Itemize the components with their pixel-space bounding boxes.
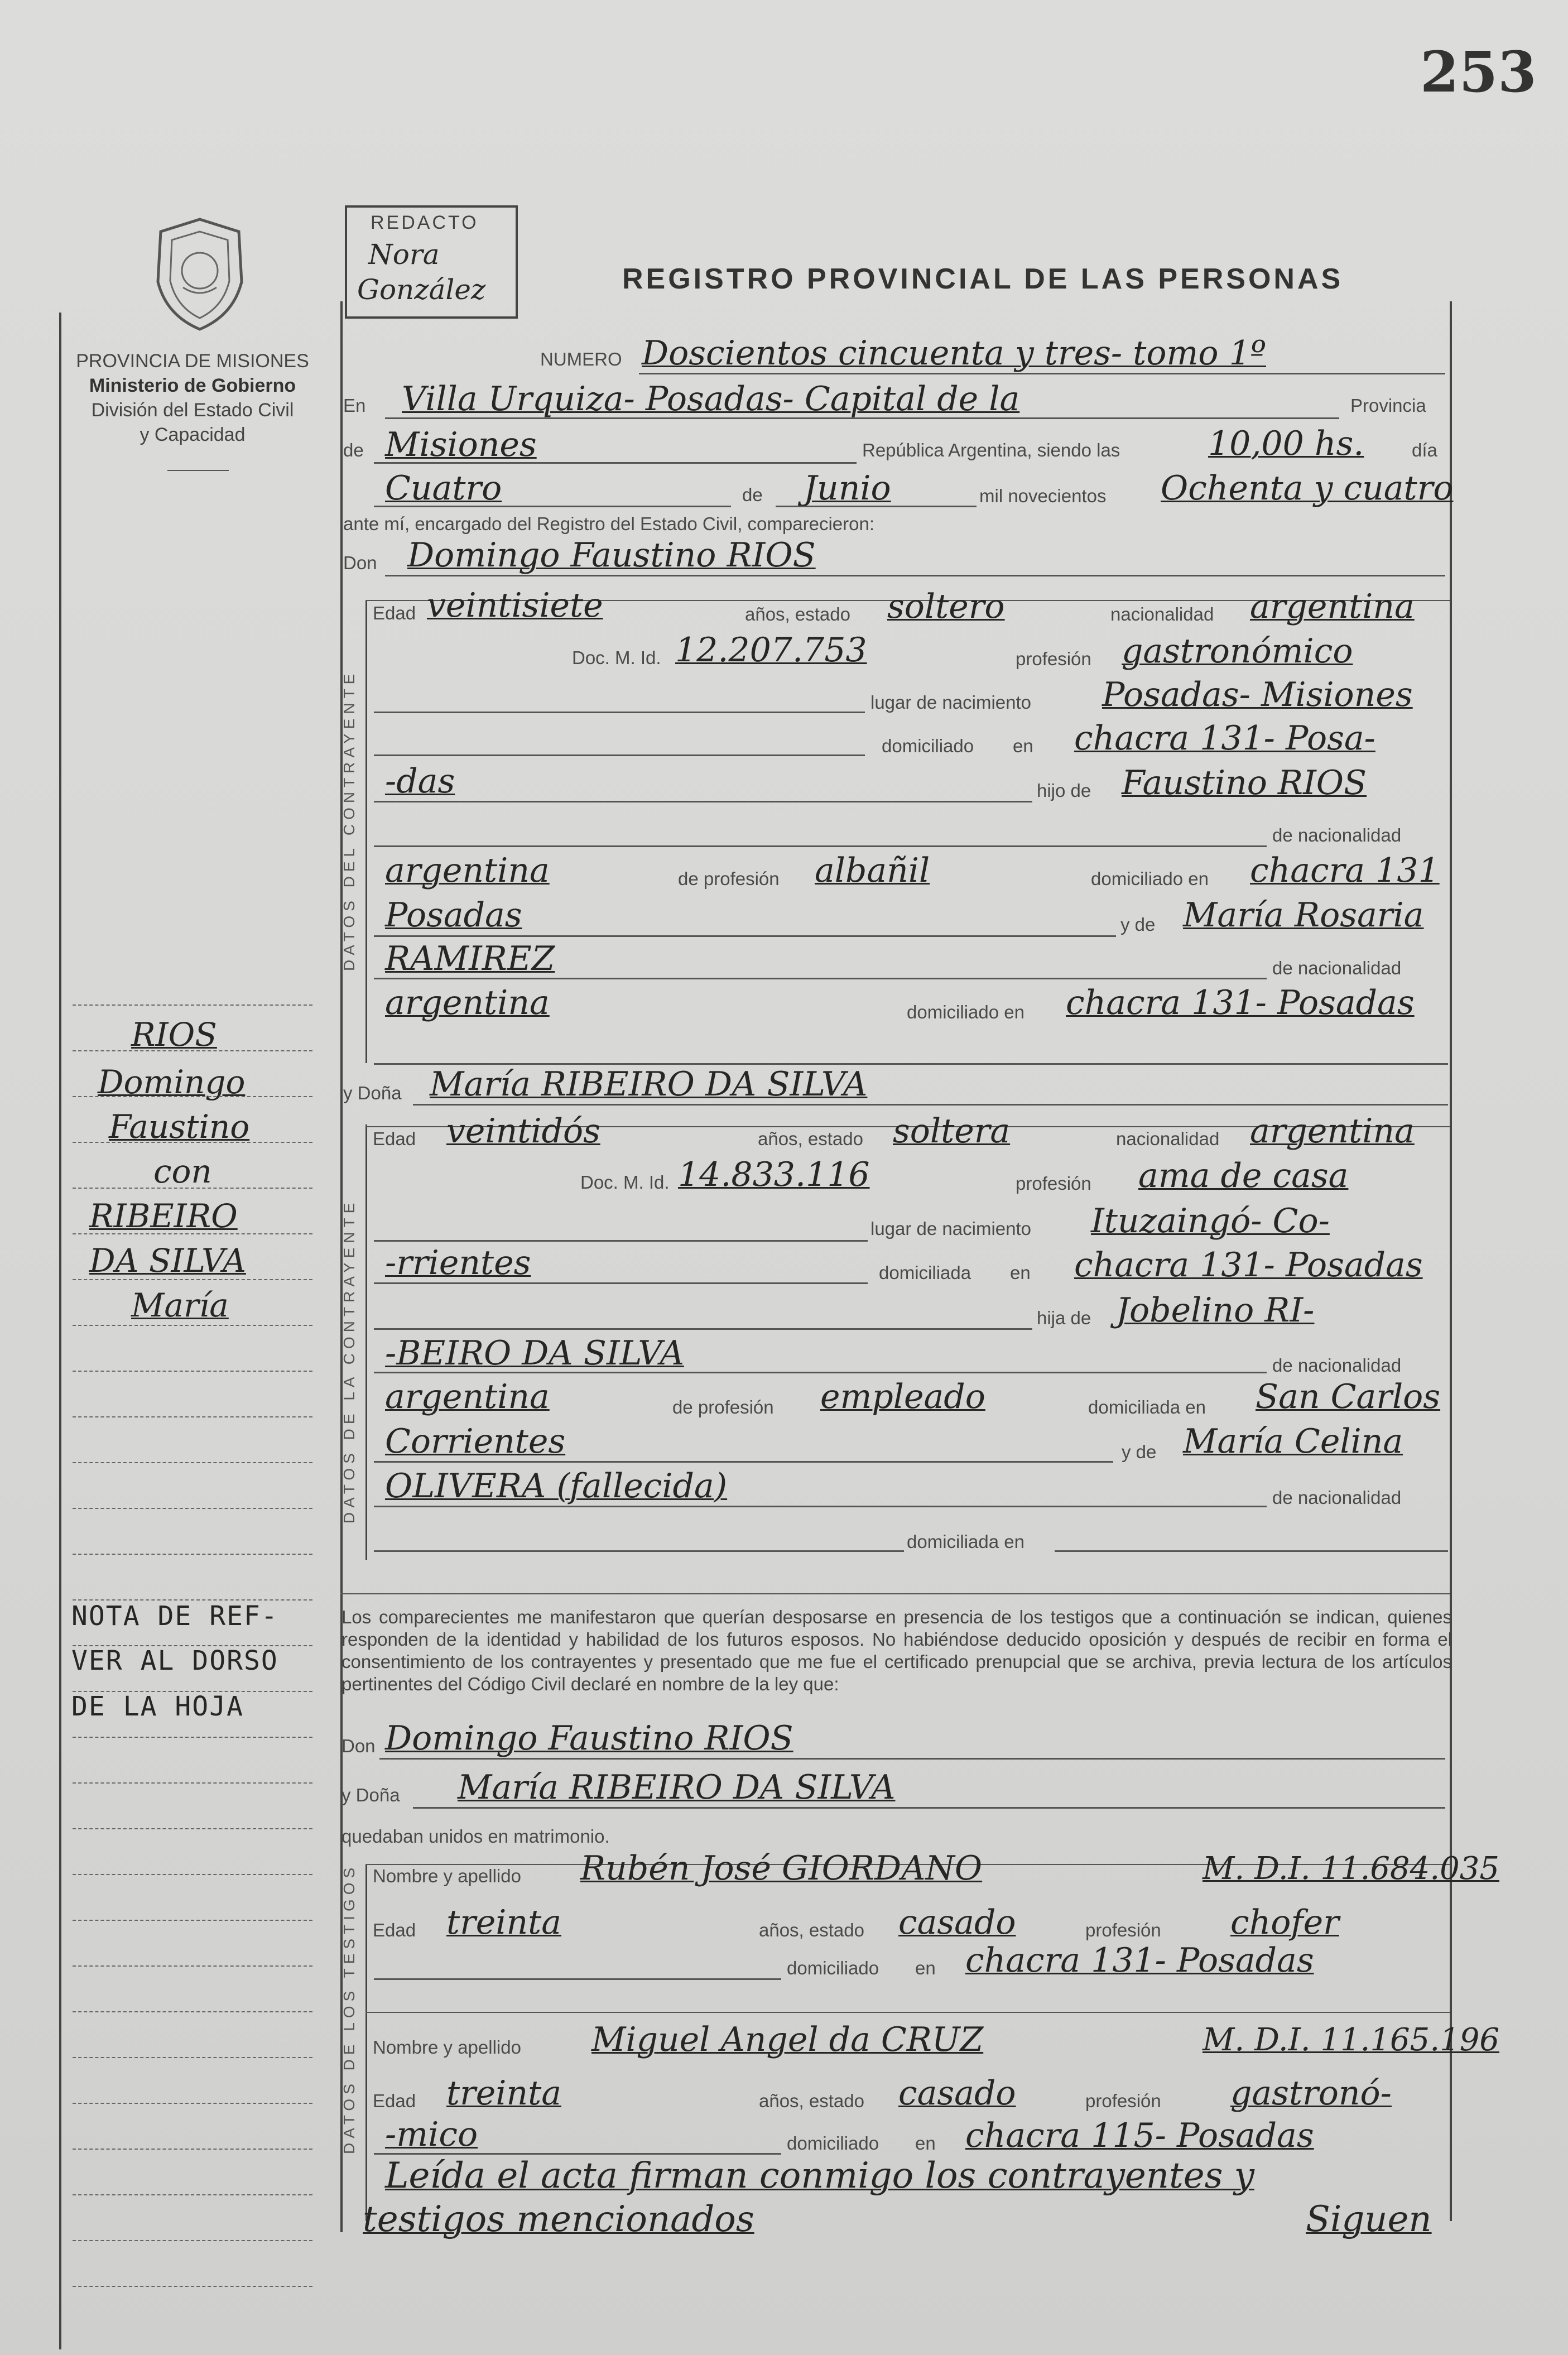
margin-rule-line [73, 1416, 312, 1417]
margin-rule-line [73, 1828, 312, 1829]
margin-rule-line [73, 1050, 312, 1051]
field-line [374, 845, 1267, 847]
field-line [374, 1978, 781, 1980]
margin-rule-line [73, 1508, 312, 1509]
padre-surname: -BEIRO DA SILVA [385, 1334, 684, 1373]
nacionalidad-value: argentina [1250, 587, 1415, 626]
contrayente-f-name: María RIBEIRO DA SILVA [430, 1065, 868, 1104]
margin-rule-line [73, 1005, 312, 1006]
padre-nac-value: argentina [385, 851, 550, 890]
nacionalidad-value: argentina [1250, 1112, 1415, 1151]
profesion-value: ama de casa [1138, 1156, 1349, 1195]
lugar-label: lugar de nacimiento [870, 692, 1032, 713]
t2-edad: treinta [446, 2074, 562, 2113]
edad-label: Edad [373, 603, 416, 623]
contrayente-side-label: DATOS DEL CONTRAYENTE [340, 669, 358, 971]
estado-value: soltera [893, 1112, 1011, 1151]
edad-value: veintidós [446, 1112, 600, 1151]
margin-rule-line [73, 2240, 312, 2241]
numero-label: NUMERO [540, 349, 622, 369]
field-line [374, 2153, 781, 2155]
madre-surname: RAMIREZ [385, 939, 555, 978]
testigos-side-label: DATOS DE LOS TESTIGOS [340, 1863, 358, 2154]
don-label: Don [342, 1736, 376, 1756]
margin-rule-line [73, 1782, 312, 1784]
padre-dom-value: chacra 131 [1250, 851, 1440, 890]
ante-text: ante mí, encargado del Registro del Estado Civil, comparecieron: [343, 513, 874, 534]
margin-surname: RIOS [131, 1016, 217, 1054]
republica-text: República Argentina, siendo las [862, 440, 1120, 460]
margin-rule-line [73, 2011, 312, 2012]
margin-rule-line [73, 2057, 312, 2058]
closing-line1: Leída el acta firman conmigo los contrayentes y [385, 2155, 1254, 2197]
domiciliado-en-label: domiciliado en [1091, 868, 1209, 889]
field-line [374, 1328, 1032, 1330]
field-line [374, 978, 1267, 979]
margin-rule-line [73, 2286, 312, 2287]
de-nac-label: de nacionalidad [1272, 1487, 1402, 1508]
ministry-label: Ministerio de Gobierno [89, 375, 296, 396]
field-line [1055, 1550, 1448, 1552]
edad-label: Edad [373, 1128, 416, 1149]
left-header [59, 349, 326, 447]
y-de-label: y de [1122, 1441, 1157, 1462]
doc-value: 12.207.753 [675, 631, 867, 670]
dia-label: día [1412, 440, 1437, 460]
field-line [374, 1240, 868, 1242]
field-line [374, 935, 1116, 937]
field-line [374, 754, 865, 756]
margin-rule-line [73, 1691, 312, 1692]
en-value: Villa Urquiza- Posadas- Capital de la [402, 379, 1020, 419]
margin-surname-f2: DA SILVA [89, 1242, 246, 1280]
margin-second-name: Faustino [109, 1108, 250, 1146]
de-prof-label: de profesión [672, 1397, 774, 1417]
de-nac-label: de nacionalidad [1272, 958, 1402, 978]
province-label: PROVINCIA DE MISIONES [76, 350, 309, 372]
closing-siguen: Siguen [1306, 2199, 1432, 2240]
madre-name: María Rosaria [1183, 896, 1424, 935]
field-line [413, 1104, 1448, 1106]
closing-line2: testigos mencionados [363, 2199, 754, 2240]
margin-rule-line [73, 2194, 312, 2195]
field-line [374, 1461, 1113, 1463]
domiciliada-en-label: domiciliada en [1088, 1397, 1206, 1417]
provincial-seal-icon [150, 215, 250, 332]
t1-domiciliado-label: domiciliado [787, 1958, 879, 1978]
field-line [385, 417, 1339, 419]
t2-en-label: en [915, 2133, 936, 2154]
union-don: Domingo Faustino RIOS [385, 1719, 793, 1758]
margin-rule-line [73, 1737, 312, 1738]
contrayente-f-bracket [365, 1124, 367, 1560]
t2-estado: casado [898, 2074, 1016, 2113]
field-line [374, 712, 865, 713]
margin-rule-line [73, 1233, 312, 1234]
t2-profesion-cont: -mico [385, 2115, 478, 2154]
t2-doc: M. D.I. 11.165.196 [1203, 2022, 1499, 2058]
redacto-name-first: Nora [368, 238, 440, 271]
padre-name: Jobelino RI- [1116, 1291, 1315, 1330]
de-value: Misiones [385, 425, 537, 464]
edad-value: veintisiete [427, 586, 603, 625]
t2-nombre-label: Nombre y apellido [373, 2037, 521, 2058]
madre-name: María Celina [1183, 1422, 1403, 1461]
de-label: de [343, 440, 364, 460]
padre-dom-cont: Corrientes [385, 1422, 566, 1461]
capacity-label: y Capacidad [140, 424, 246, 445]
t1-profesion: chofer [1230, 1903, 1339, 1942]
t1-estado: casado [898, 1903, 1016, 1942]
margin-note-line1: NOTA DE REF- [71, 1601, 278, 1632]
page-number: 253 [1420, 39, 1537, 105]
t2-edad-label: Edad [373, 2090, 416, 2111]
t2-profesion: gastronó- [1230, 2074, 1392, 2113]
field-line [374, 1282, 868, 1284]
t1-profesion-label: profesión [1085, 1920, 1161, 1940]
contrayente-name: Domingo Faustino RIOS [407, 536, 816, 575]
field-line [374, 1550, 904, 1552]
margin-rule-line [73, 1965, 312, 1967]
nacionalidad-label: nacionalidad [1116, 1128, 1220, 1149]
section-top-line [365, 2012, 1450, 2013]
y-de-label: y de [1120, 914, 1156, 935]
domiciliada-label: domiciliada [879, 1262, 971, 1283]
dona-label: y Doña [342, 1785, 400, 1805]
estado-label: años, estado [758, 1128, 863, 1149]
margin-rule-line [73, 1874, 312, 1875]
t2-profesion-label: profesión [1085, 2090, 1161, 2111]
t2-nombre: Miguel Angel da CRUZ [591, 2020, 984, 2059]
madre-nac-value: argentina [385, 983, 550, 1022]
section-top-line [340, 1593, 1450, 1594]
field-line [374, 462, 857, 464]
provincia-label: Provincia [1350, 395, 1426, 416]
division-label: División del Estado Civil [91, 400, 294, 421]
padre-dom-cont: Posadas [385, 896, 522, 935]
don-label: Don [343, 552, 377, 573]
de-nac-label: de nacionalidad [1272, 825, 1402, 845]
t2-domicilio: chacra 115- Posadas [965, 2116, 1314, 2155]
mil-text: mil novecientos [979, 486, 1107, 506]
redacto-name-last: González [357, 273, 486, 306]
margin-rule-line [73, 1920, 312, 1921]
t2-domiciliado-label: domiciliado [787, 2133, 879, 2154]
estado-value: soltero [887, 587, 1005, 626]
t1-estado-label: años, estado [759, 1920, 864, 1940]
padre-name: Faustino RIOS [1122, 763, 1367, 802]
doc-label: Doc. M. Id. [572, 647, 661, 668]
testigos-bracket [365, 1864, 367, 2221]
margin-rule-line [73, 2149, 312, 2150]
margin-rule-line [73, 1325, 312, 1326]
margin-rule-line [73, 1599, 312, 1601]
padre-prof-value: albañil [815, 851, 930, 890]
field-line [379, 1758, 1445, 1760]
domicilio-cont: -das [385, 762, 455, 801]
margin-rule-line [73, 1371, 312, 1372]
padre-dom-value: San Carlos [1256, 1377, 1441, 1416]
t1-edad: treinta [446, 1903, 562, 1942]
left-border-line [59, 313, 61, 2349]
padre-nac-value: argentina [385, 1377, 550, 1416]
declaration-paragraph: Los comparecientes me manifestaron que querían desposarse en presencia de los testigos que a continuación se indican, quienes responden de la identidad y habilidad de los futuros esposos. No habiéndose deducido oposición y después de recibir en forma el consentimiento de los contrayentes y presentado que me fue el certificado prenupcial que se archiva, previa lectura de los artículos pertinentes del Código Civil declaré en nombre de la ley que: [342, 1607, 1452, 1694]
domicilio-value: chacra 131- Posa- [1074, 719, 1375, 758]
de-prof-label: de profesión [678, 868, 780, 889]
t1-nombre-label: Nombre y apellido [373, 1866, 521, 1886]
redacto-box [345, 205, 518, 319]
lugar-value: Ituzaingó- Co- [1091, 1201, 1330, 1241]
anio-value: Ochenta y cuatro [1161, 469, 1454, 508]
profesion-label: profesión [1016, 1173, 1091, 1194]
padre-prof-value: empleado [820, 1377, 985, 1416]
document-title: REGISTRO PROVINCIAL DE LAS PERSONAS [622, 263, 1344, 295]
quedaban-text: quedaban unidos en matrimonio. [342, 1826, 610, 1847]
hora-value: 10,00 hs. [1208, 424, 1364, 463]
margin-rule-line [73, 1096, 312, 1097]
estado-label: años, estado [745, 604, 850, 624]
hija-label: hija de [1037, 1308, 1091, 1328]
contrayente-f-side-label: DATOS DE LA CONTRAYENTE [340, 1198, 358, 1523]
profesion-label: profesión [1016, 648, 1091, 669]
t1-domicilio: chacra 131- Posadas [965, 1941, 1314, 1980]
en-label: En [343, 395, 366, 416]
margin-rule-line [73, 1279, 312, 1280]
margin-first-name: Domingo [98, 1063, 246, 1101]
contrayente-bracket [365, 600, 367, 1063]
field-line [374, 1506, 1267, 1507]
margin-con: con [153, 1152, 212, 1190]
domicilio-value: chacra 131- Posadas [1074, 1246, 1423, 1285]
madre-dom-value: chacra 131- Posadas [1066, 983, 1415, 1022]
t1-en-label: en [915, 1958, 936, 1978]
numero-value: Doscientos cincuenta y tres- tomo 1º [642, 334, 1266, 373]
domiciliada-en-label: domiciliada en [907, 1531, 1025, 1552]
redacto-label: REDACTO [371, 212, 479, 233]
t2-estado-label: años, estado [759, 2090, 864, 2111]
t1-nombre: Rubén José GIORDANO [580, 1849, 983, 1888]
field-line [374, 506, 731, 507]
de2-label: de [742, 484, 763, 505]
margin-rule-line [73, 1142, 312, 1143]
doc-value: 14.833.116 [678, 1155, 870, 1194]
margin-rule-line [73, 1645, 312, 1646]
margin-rule-line [73, 1554, 312, 1555]
field-line [385, 575, 1445, 576]
union-dona: María RIBEIRO DA SILVA [458, 1768, 896, 1807]
de-nac-label: de nacionalidad [1272, 1355, 1402, 1376]
field-line [413, 1807, 1445, 1809]
lugar-value: Posadas- Misiones [1102, 675, 1413, 714]
dia-value: Cuatro [385, 469, 502, 508]
lugar-label: lugar de nacimiento [870, 1218, 1032, 1239]
en-label: en [1010, 1262, 1031, 1283]
lugar-cont: -rrientes [385, 1243, 531, 1282]
t1-doc: M. D.I. 11.684.035 [1203, 1851, 1499, 1887]
margin-rule-line [73, 2103, 312, 2104]
domiciliado-label: domiciliado [882, 736, 974, 756]
right-border-line [1450, 301, 1452, 2221]
hijo-label: hijo de [1037, 780, 1091, 801]
field-line [776, 506, 977, 507]
field-line [374, 1372, 1267, 1373]
margin-surname-f: RIBEIRO [89, 1197, 238, 1235]
mes-value: Junio [804, 469, 891, 508]
margin-note-line2: VER AL DORSO [71, 1645, 278, 1676]
margin-first-name-f: María [131, 1286, 229, 1324]
margin-rule-line [73, 1462, 312, 1463]
nacionalidad-label: nacionalidad [1110, 604, 1214, 624]
en-label: en [1013, 736, 1033, 756]
field-line [374, 801, 1032, 802]
domiciliado-en-label: domiciliado en [907, 1002, 1025, 1022]
field-line [639, 373, 1445, 374]
t1-edad-label: Edad [373, 1920, 416, 1940]
margin-rule-line [73, 1188, 312, 1189]
profesion-value: gastronómico [1122, 632, 1353, 671]
divider [167, 470, 229, 471]
dona-label: y Doña [343, 1083, 402, 1103]
madre-surname: OLIVERA (fallecida) [385, 1467, 728, 1506]
margin-note-line3: DE LA HOJA [71, 1691, 244, 1722]
doc-label: Doc. M. Id. [580, 1172, 670, 1193]
